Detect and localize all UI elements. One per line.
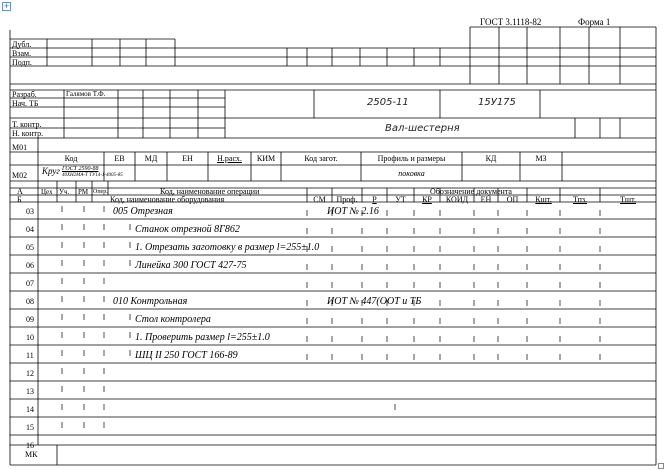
- part-name: Вал-шестерня: [385, 123, 460, 134]
- move-handle-icon[interactable]: +: [3, 2, 10, 10]
- row-number: 12: [26, 369, 34, 378]
- col-koid: КОИД: [445, 195, 469, 204]
- col-ut: УТ: [395, 195, 406, 204]
- resize-handle[interactable]: [658, 463, 664, 469]
- row-text: Станок отрезной 8Г862: [135, 224, 240, 235]
- standard-title: ГОСТ 3.1118-82: [480, 17, 542, 27]
- row-number: 09: [26, 315, 34, 324]
- m-head-nrash: Н.расх.: [217, 154, 242, 163]
- col-en: ЕН: [480, 195, 492, 204]
- m01-label: М01: [12, 143, 28, 152]
- col-op: ОП: [506, 195, 519, 204]
- m-head-mz: МЗ: [535, 154, 547, 163]
- row-number: 08: [26, 297, 34, 306]
- row-text: 1. Отрезать заготовку в размер l=255±1.0: [135, 242, 320, 253]
- row-text: 010 Контрольная: [113, 296, 188, 307]
- document-number: 2505-11: [367, 97, 409, 108]
- uch-label: Уч.: [59, 188, 70, 196]
- form-label: Форма 1: [578, 17, 611, 27]
- rm-label: РМ: [78, 188, 89, 196]
- mk-label: МК: [25, 450, 38, 459]
- row-doc: ИОТ № 2.16: [327, 206, 379, 217]
- row-number: 14: [26, 405, 34, 414]
- document-code: 15У175: [478, 97, 516, 108]
- row-doc: ИОТ № 447(ООТ и ТБ: [327, 296, 422, 307]
- col-kr: КР: [422, 195, 432, 204]
- m-head-ev: ЕВ: [114, 154, 125, 163]
- material-main: Круг: [42, 166, 60, 176]
- row-text: 1. Проверить размер l=255±1.0: [135, 332, 270, 343]
- podp-label: Подп.: [12, 58, 32, 67]
- a-label: А: [17, 187, 23, 196]
- m-head-profile: Профиль и размеры: [377, 154, 446, 163]
- row-text: 005 Отрезная: [113, 206, 173, 217]
- row-number: 15: [26, 423, 34, 432]
- dubl-label: Дубл.: [12, 40, 32, 49]
- b-label: Б: [17, 195, 22, 204]
- m-head-kod-zagot: Код загот.: [304, 154, 338, 163]
- doc-title-label: Обозначение документа: [430, 187, 512, 196]
- row-number: 06: [26, 261, 34, 270]
- m02-label: М02: [12, 171, 28, 180]
- n-kontr-label: Н. контр.: [12, 129, 44, 138]
- razrab-name: Галямов Т.Ф.: [66, 90, 106, 98]
- row-text: Линейка 300 ГОСТ 427-75: [135, 260, 247, 271]
- row-number: 04: [26, 225, 34, 234]
- col-tsht: Тшт.: [620, 195, 636, 204]
- col-r: Р: [372, 195, 377, 204]
- m-head-md: МД: [144, 154, 158, 163]
- oper-label: Опер.: [93, 189, 108, 195]
- equip-label: Код, наименование оборудования: [110, 195, 225, 204]
- row-number: 11: [26, 351, 34, 360]
- row-number: 13: [26, 387, 34, 396]
- material-gost: ГОСТ 2590-88: [62, 166, 99, 172]
- nach-tb-label: Нач. ТБ: [12, 99, 39, 108]
- vzam-label: Взам.: [12, 49, 32, 58]
- row-number: 16: [26, 441, 34, 450]
- m-head-en: ЕН: [182, 154, 193, 163]
- row-number: 03: [26, 207, 34, 216]
- row-number: 07: [26, 279, 34, 288]
- blank-profile: поковка: [398, 169, 425, 178]
- row-number: 10: [26, 333, 34, 342]
- t-kontr-label: Т. контр.: [12, 120, 42, 129]
- col-prof: Проф.: [336, 195, 358, 204]
- op-name-label: Код, наименование операции: [160, 187, 260, 196]
- m-head-kim: КИМ: [256, 154, 276, 163]
- row-number: 05: [26, 243, 34, 252]
- razrab-label: Разраб.: [12, 90, 37, 99]
- row-text: ШЦ II 250 ГОСТ 166-89: [135, 350, 238, 361]
- material-spec: 40ХН2МА-Т ТУ14-1-4005-85: [62, 173, 123, 178]
- col-tpz: Тпз.: [572, 195, 588, 204]
- m-head-kod: Код: [64, 154, 78, 163]
- row-text: Стол контролера: [135, 314, 211, 325]
- col-sm: СМ: [313, 195, 326, 204]
- m-head-kd: КД: [485, 154, 497, 163]
- col-ksht: Кшт.: [535, 195, 552, 204]
- cex-label: Цех: [41, 188, 53, 196]
